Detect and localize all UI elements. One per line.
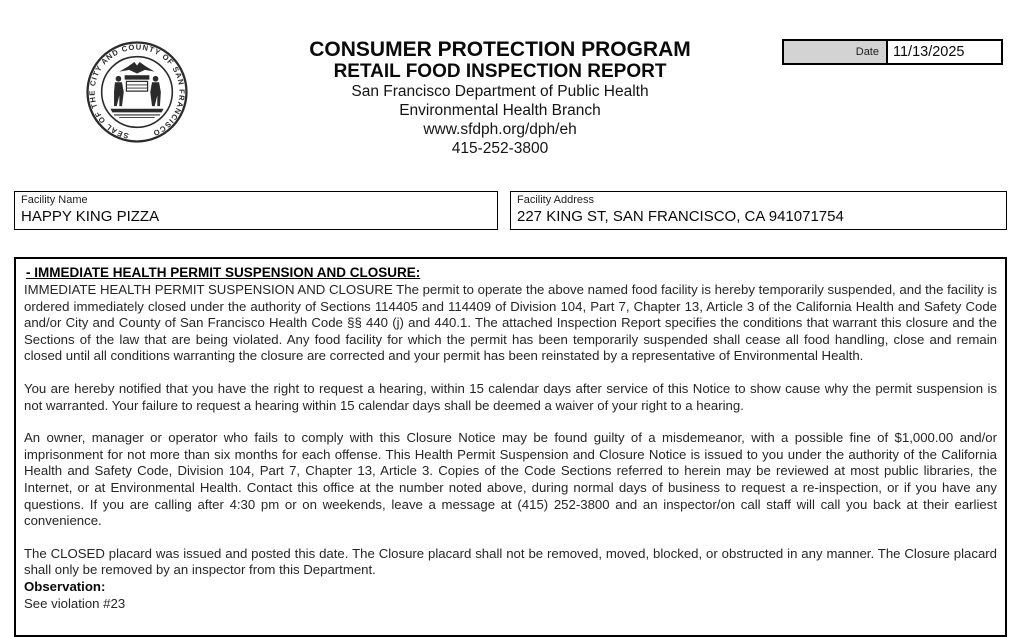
- header-title-block: [250, 38, 750, 158]
- facility-name-field: [14, 191, 498, 230]
- facility-name-value: HAPPY KING PIZZA: [21, 208, 160, 225]
- department-name: San Francisco Department of Public Health: [351, 83, 649, 100]
- facility-address-label: Facility Address: [517, 194, 595, 206]
- facility-address-value: 227 KING ST, SAN FRANCISCO, CA 941071754: [517, 208, 844, 225]
- notice-paragraph-3: An owner, manager or operator who fails to comply with this Closure Notice may be found guilty of a misdemeanor, with a possible fine of $1,000.00 and/or imprisonment for not more than six months for each offense. This Health Permit Suspension and Closure Notice is issued to you under the authority of the California Health and Safety Code, Division 104, Part 7, Chapter 13, Article 3. Copies of the Code Sections referred to herein may be reviewed at most public libraries, the Internet, or at Environmental Health. Contact this office at the number noted above, during normal days of business to request a re-inspection, or if you have any questions. If you are calling after 4:30 pm or on weekends, leave a message at (415) 252-3800 and an inspector/on call staff will call you back at their earliest convenience.: [24, 430, 997, 529]
- branch-name: Environmental Health Branch: [399, 102, 601, 119]
- notice-paragraph-2: You are hereby notified that you have the right to request a hearing, within 15 calendar days after service of this Notice to show cause why the permit suspension is not warranted. Your failure to request a hearing within 15 calendar days shall be deemed a waiver of your right to a hearing.: [24, 380, 997, 413]
- closure-notice-section: [14, 257, 1007, 637]
- notice-paragraph-1: IMMEDIATE HEALTH PERMIT SUSPENSION AND CLOSURE The permit to operate the above named food facility is hereby temporarily suspended, and the facility is ordered immediately closed under the authority of Sections 114405 and 114409 of Division 104, Part 7, Chapter 13, Article 3 of the California Health and Safety Code and/or City and County of San Francisco Health Code §§ 440 (j) and 440.1. The attached Inspection Report specifies the conditions that warrant this closure and the Sections of the law that are being violated. Any food facility for which the permit has been temporarily suspended shall cease all food handling, close and remain closed until all conditions warranting the closure are corrected and your permit has been reinstated by a representative of Environmental Health.: [24, 282, 997, 364]
- facility-address-field: [510, 191, 1007, 230]
- report-title: RETAIL FOOD INSPECTION REPORT: [333, 61, 667, 82]
- sf-city-seal-icon: [84, 36, 190, 148]
- program-title: CONSUMER PROTECTION PROGRAM: [309, 38, 691, 61]
- seal-emblem: [111, 62, 164, 118]
- phone-number: 415-252-3800: [451, 140, 549, 157]
- date-label: Date: [784, 41, 886, 63]
- date-field: [782, 39, 1003, 65]
- date-value: 11/13/2025: [886, 41, 1001, 63]
- facility-name-label: Facility Name: [21, 194, 88, 206]
- notice-heading: - IMMEDIATE HEALTH PERMIT SUSPENSION AND CLOSURE:: [26, 265, 421, 280]
- observation-value: See violation #23: [24, 595, 126, 611]
- seal-rim-text: SEAL OF THE CITY AND COUNTY OF SAN FRANCISCO: [87, 42, 187, 141]
- notice-paragraph-4: The CLOSED placard was issued and posted this date. The Closure placard shall not be removed, moved, blocked, or obstructed in any manner. The Closure placard shall only be removed by an inspector from this Department.: [24, 545, 997, 578]
- observation-label: Observation:: [24, 578, 106, 594]
- website-url: www.sfdph.org/dph/eh: [423, 121, 577, 138]
